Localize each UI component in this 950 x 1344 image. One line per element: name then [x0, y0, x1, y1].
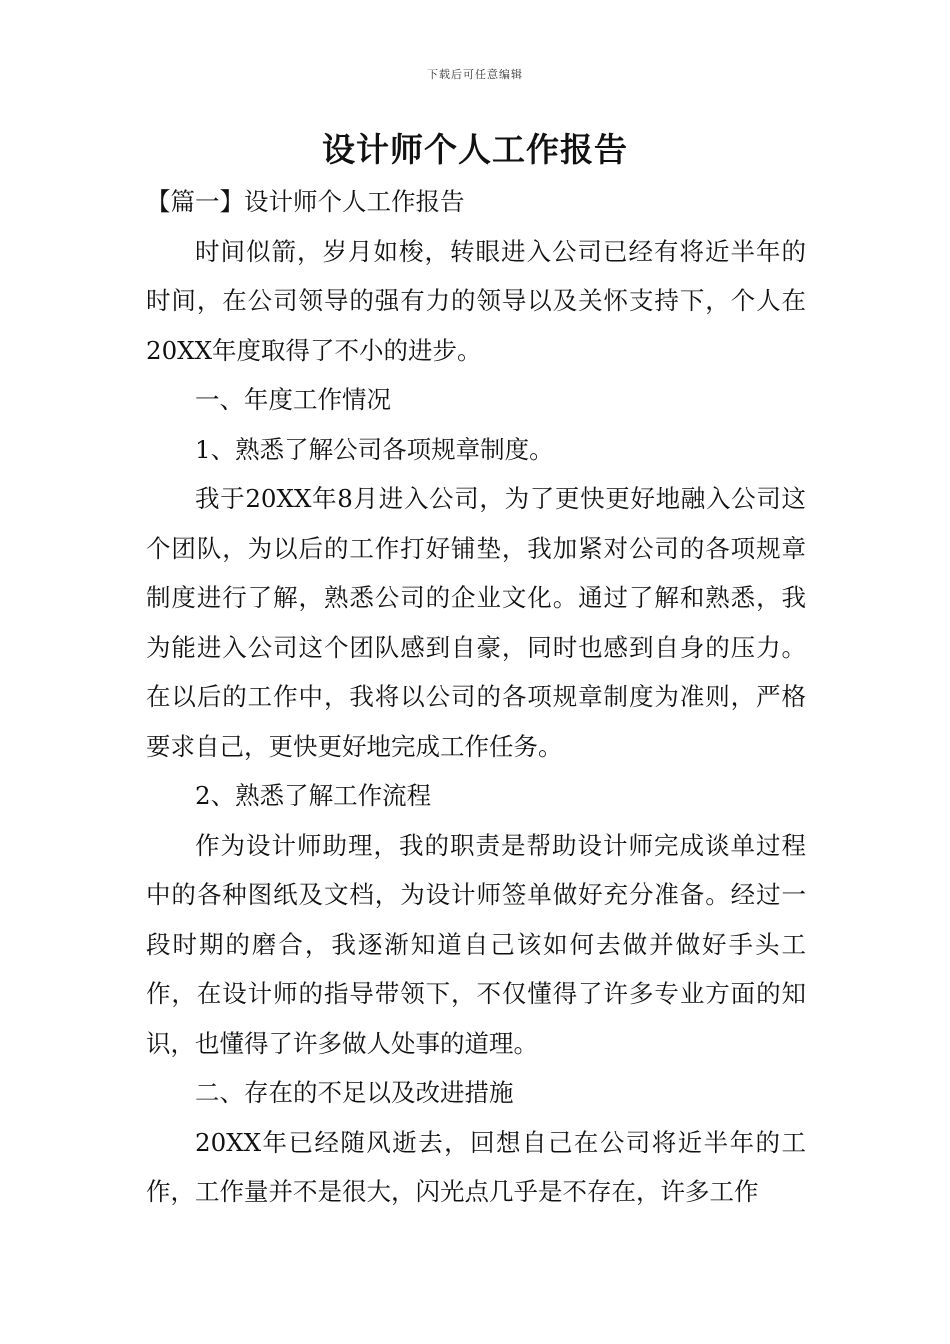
subheading-workflow: 2、熟悉了解工作流程 [195, 781, 432, 810]
paragraph: 时间似箭，岁月如梭，转眼进入公司已经有将近半年的时间，在公司领导的强有力的领导以及关怀支持下，个人在20XX年度取得了不小的进步。 [146, 236, 806, 365]
paragraph: 20XX年已经随风逝去，回想自己在公司将近半年的工作，工作量并不是很大，闪光点几乎是不存在，许多工作 [146, 1127, 806, 1206]
section-heading: 【篇一】设计师个人工作报告 [146, 187, 465, 216]
section-heading-shortcomings: 二、存在的不足以及改进措施 [195, 1078, 514, 1107]
header-note: 下载后可任意编辑 [427, 68, 523, 81]
paragraph: 作为设计师助理，我的职责是帮助设计师完成谈单过程中的各种图纸及文档，为设计师签单做好充分准备。经过一段时期的磨合，我逐渐知道自己该如何去做并做好手头工作，在设计师的指导带领下，不仅懂得了许多专业方面的知识，也懂得了许多做人处事的道理。 [146, 830, 806, 1058]
paragraph: 我于20XX年8月进入公司，为了更快更好地融入公司这个团队，为以后的工作打好铺垫，我加紧对公司的各项规章制度进行了解，熟悉公司的企业文化。通过了解和熟悉，我为能进入公司这个团队感到自豪，同时也感到自身的压力。在以后的工作中，我将以公司的各项规章制度为准则，严格要求自己，更快更好地完成工作任务。 [146, 484, 806, 761]
document-body [146, 177, 806, 1217]
document-title: 设计师个人工作报告 [322, 130, 628, 169]
subheading-rules: 1、熟悉了解公司各项规章制度。 [195, 434, 554, 464]
section-heading-annual-work: 一、年度工作情况 [195, 385, 391, 414]
